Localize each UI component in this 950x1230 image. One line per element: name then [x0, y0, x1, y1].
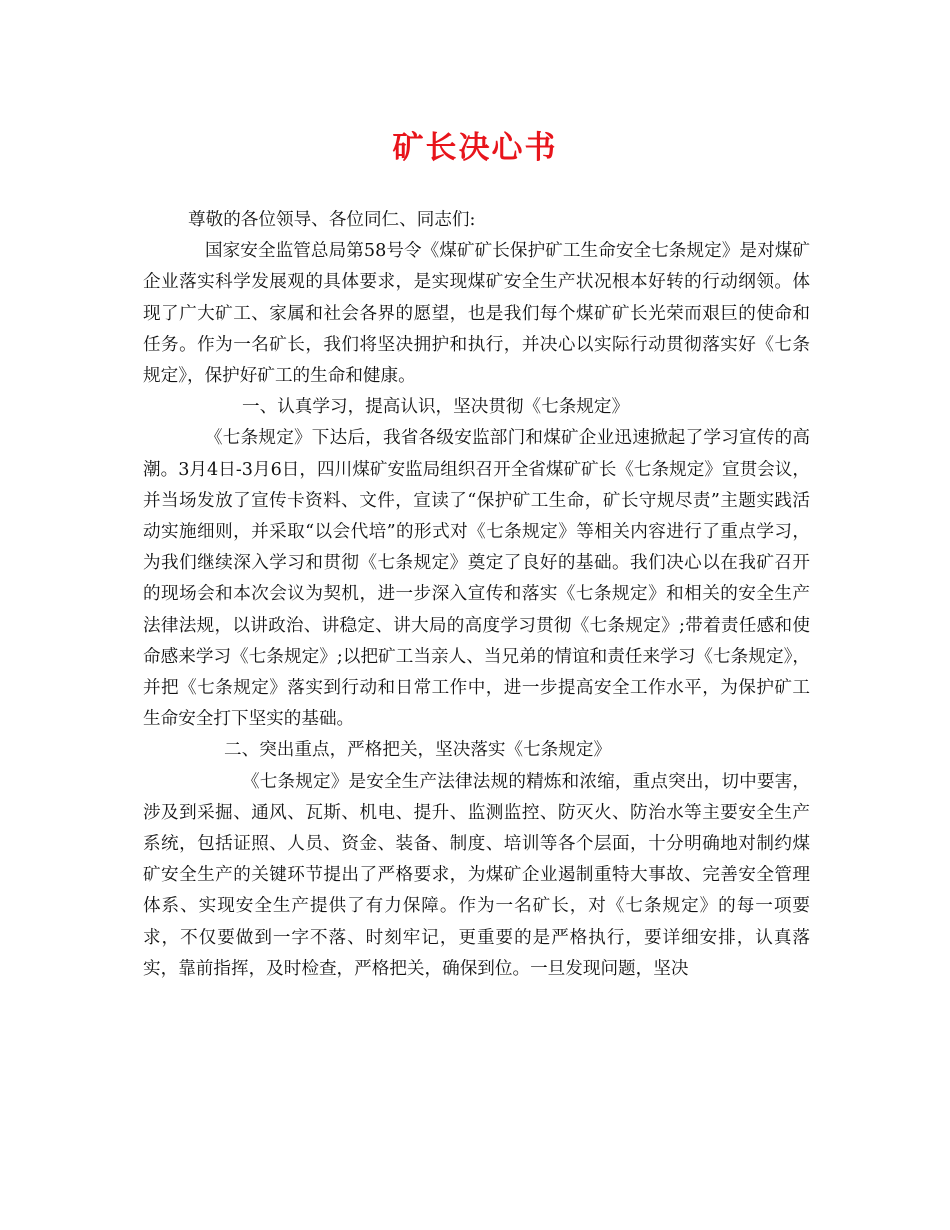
section-1-heading: 一、认真学习，提高认识，坚决贯彻《七条规定》 [242, 397, 630, 418]
greeting-line: 尊敬的各位领导、各位同仁、同志们: [188, 210, 476, 230]
document-body [143, 205, 810, 985]
section-2-paragraph: 《七条规定》是安全生产法律法规的精炼和浓缩，重点突出，切中要害，涉及到采掘、通风、瓦斯、机电、提升、监测监控、防灭火、防治水等主要安全生产系统，包括证照、人员、资金、装备、制度、培训等各个层面，十分明确地对制约煤矿安全生产的关键环节提出了严格要求，为煤矿企业遏制重特大事故、完善安全管理体系、实现安全生产提供了有力保障。作为一名矿长，对《七条规定》的每一项要求，不仅要做到一字不落、时刻牢记，更重要的是严格执行，要详细安排，认真落实，靠前指挥，及时检查，严格把关，确保到位。一旦发现问题，坚决 [143, 771, 810, 979]
section-1-paragraph: 《七条规定》下达后，我省各级安监部门和煤矿企业迅速掀起了学习宣传的高潮。3月4日-3月6日，四川煤矿安监局组织召开全省煤矿矿长《七条规定》宣贯会议，并当场发放了宣传卡资料、文件，宣读了“保护矿工生命，矿长守规尽责”主题实践活动实施细则，并采取“以会代培”的形式对《七条规定》等相关内容进行了重点学习，为我们继续深入学习和贯彻《七条规定》奠定了良好的基础。我们决心以在我矿召开的现场会和本次会议为契机，进一步深入宣传和落实《七条规定》和相关的安全生产法律法规，以讲政治、讲稳定、讲大局的高度学习贯彻《七条规定》;带着责任感和使命感来学习《七条规定》;以把矿工当亲人、当兄弟的情谊和责任来学习《七条规定》，并把《七条规定》落实到行动和日常工作中，进一步提高安全工作水平，为保护矿工生命安全打下坚实的基础。 [143, 428, 810, 730]
intro-paragraph: 国家安全监管总局第58号令《煤矿矿长保护矿工生命安全七条规定》是对煤矿企业落实科学发展观的具体要求，是实现煤矿安全生产状况根本好转的行动纲领。体现了广大矿工、家属和社会各界的愿望，也是我们每个煤矿矿长光荣而艰巨的使命和任务。作为一名矿长，我们将坚决拥护和执行，并决心以实际行动贯彻落实好《七条规定》，保护好矿工的生命和健康。 [143, 241, 810, 387]
section-2-heading: 二、突出重点，严格把关，坚决落实《七条规定》 [224, 740, 612, 761]
document-title: 矿长决心书 [392, 130, 558, 166]
